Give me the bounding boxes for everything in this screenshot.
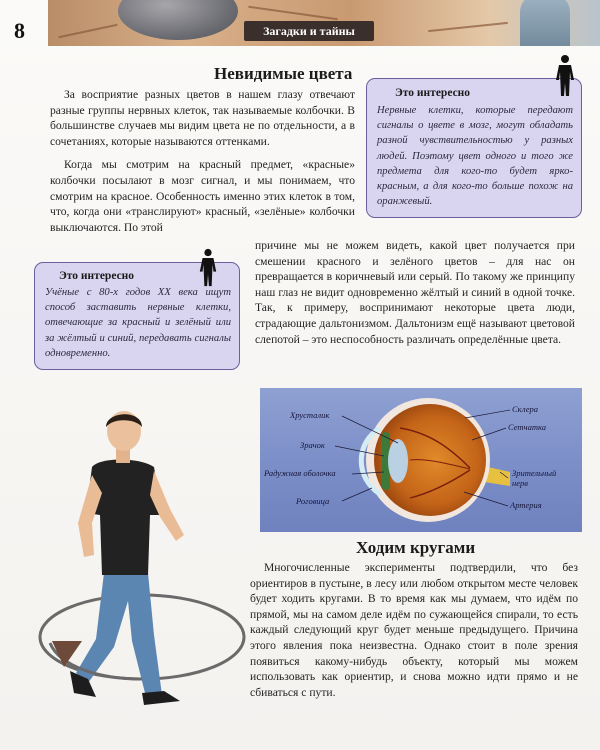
nerve-line — [58, 24, 117, 38]
section-tag: Загадки и тайны — [244, 21, 374, 41]
paragraph: Многочисленные эксперименты подтвердили, что без ориентиров в пустыне, в лесу или любом открытом месте человек будет ходить кругами. В то время как мы думаем, что идём по прямой, мы на самом деле идём по сужающейся спирали, то есть каждый следующий круг будет меньше предыдущего. Причина этого явления пока неизвестна. Однако стоит в поле зрения появиться какому-нибудь объекту, который мы можем использовать как ориентир, и снова можно идти прямо и не сбиваться с пути. — [250, 561, 578, 699]
human-silhouette-icon — [552, 54, 578, 98]
nerve-line — [428, 22, 508, 32]
label-cornea: Роговица — [296, 496, 330, 506]
t-shirt — [86, 460, 162, 576]
info-box-title: Это интересно — [395, 87, 471, 99]
info-box-title: Это интересно — [59, 270, 135, 282]
label-iris: Радужная оболочка — [264, 468, 336, 478]
label-sclera: Склера — [512, 404, 539, 414]
article-text-intro — [50, 87, 355, 235]
nerve-line — [248, 6, 337, 21]
lens-shape — [388, 439, 408, 483]
page-number: 8 — [14, 18, 25, 43]
article-text-continued — [255, 238, 575, 347]
label-pupil: Зрачок — [300, 440, 325, 450]
human-silhouette-icon — [196, 248, 220, 288]
paragraph: причине мы не можем видеть, какой цвет получается при смешении красного и зелёного цветов – для нас он превращается в коричневый или серый. По такому же принципу наш глаз не видит одновременно жёлтый и синий в одной точке. Так, к примеру, воспринимают некоторые цвета люди, страдающие дальтонизмом. Дальтонизм ещё называют цветовой слепотой – это неспособность различать определённые цвета. — [255, 239, 575, 346]
arm-right — [150, 471, 184, 541]
paragraph: Когда мы смотрим на красный предмет, «красные» колбочки посылают в мозг сигнал, и мы понимаем, что смотрим на красное. Особенность именно этих клеток в том, что, когда они «транслируют» красный, «зелёные» колбочки выключаются. По этой — [50, 158, 355, 234]
label-optic-nerve: Зрительный нерв — [512, 468, 557, 488]
walking-person-illustration — [30, 405, 255, 745]
shoe — [142, 691, 180, 705]
label-artery: Артерия — [510, 500, 542, 510]
info-box-text: Нервные клетки, которые передают сигналы о цвете в мозг, могут обладать разной чувствительностью у разных людей. Поэтому цвет одного и того же предмета для кого-то будет ярко-красным, а для кого-то больше похож на оранжевый. — [377, 105, 573, 208]
label-lens: Хрусталик — [290, 410, 330, 420]
eye-anatomy-diagram — [260, 388, 582, 532]
info-box-right — [366, 78, 582, 218]
section-title-walking-circles: Ходим кругами — [356, 538, 476, 557]
section-title-invisible-colors: Невидимые цвета — [214, 64, 353, 83]
arm-left — [78, 475, 102, 557]
article-text-walking — [250, 560, 578, 700]
label-retina: Сетчатка — [508, 422, 546, 432]
paragraph: За восприятие разных цветов в нашем глазу отвечают разные группы нервных клеток, так называемые колбочки. В большинстве случаев мы видим цвета не по отдельности, а в сочетаниях, которые называются оттенками. — [50, 88, 355, 148]
info-box-text: Учёные с 80-х годов XX века ищут способ заставить нервные клетки, отвечающие за красный и зелёный или за жёлтый и синий, передавать сигналы одновременно. — [45, 287, 231, 359]
brain-illustration — [118, 0, 238, 40]
anatomy-torso-illustration — [520, 0, 570, 46]
